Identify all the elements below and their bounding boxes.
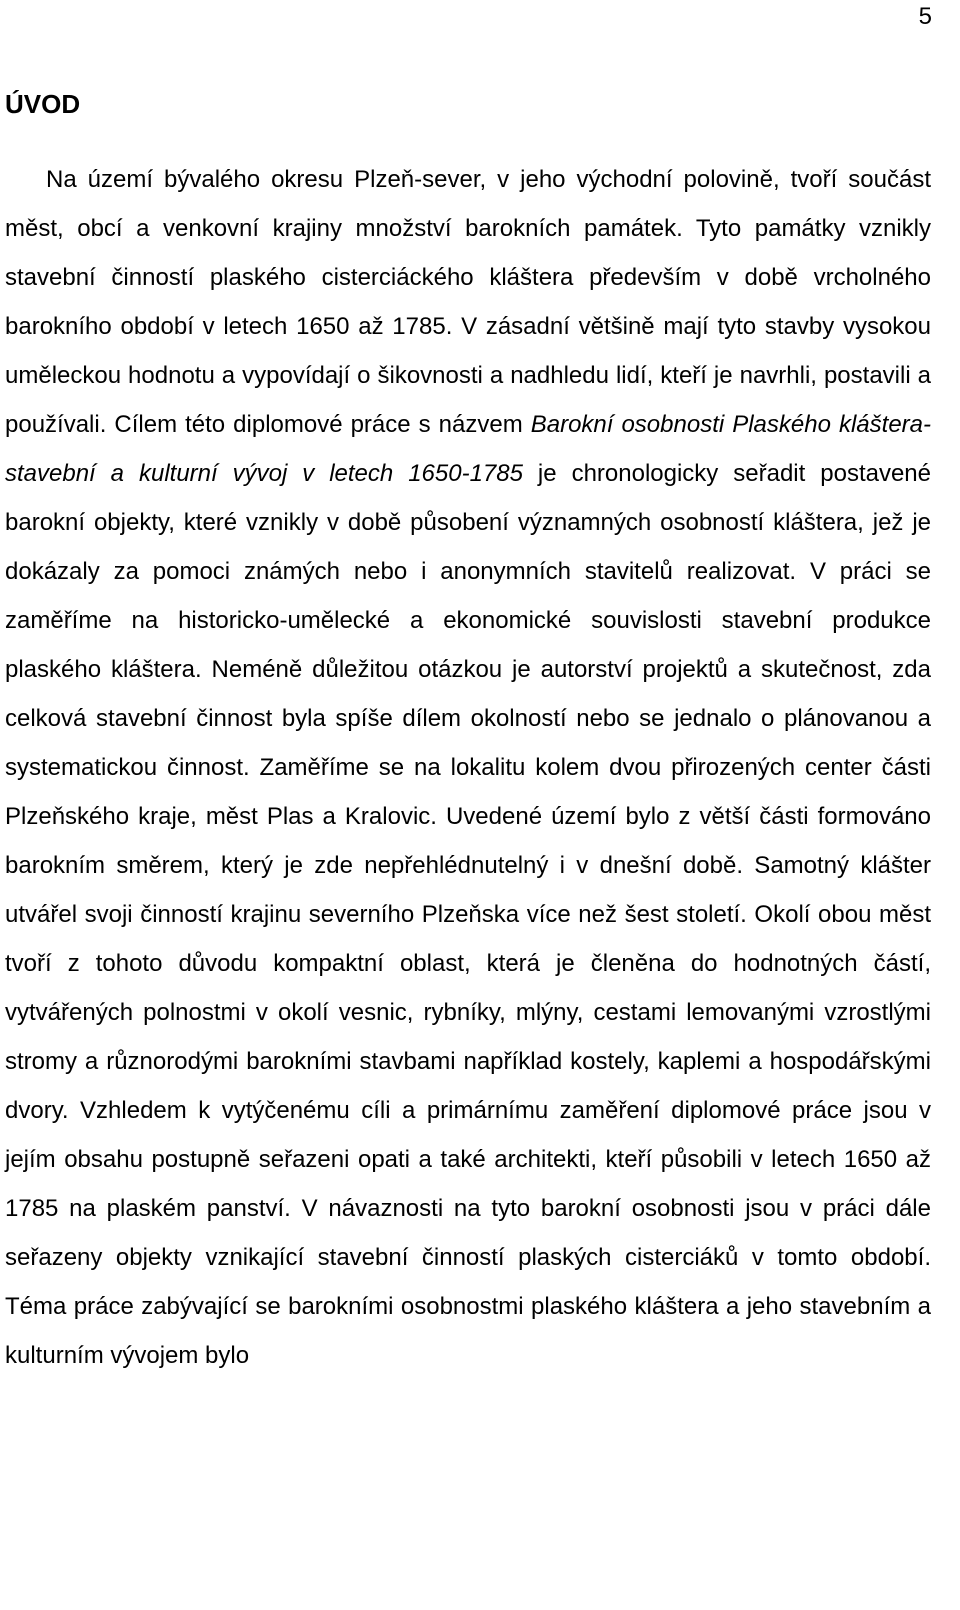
paragraph-text-part2: je chronologicky seřadit postavené barokní objekty, které vznikly v době působení významných osobností kláštera, jež je dokázaly za pomoci známých nebo i anonymních stavitelů realizovat. V práci se zaměříme na historicko-umělecké a ekonomické souvislosti stavební produkce plaského kláštera. Neméně důležitou otázkou je autorství projektů a skutečnost, zda celková stavební činnost byla spíše dílem okolností nebo se jednalo o plánovanou a systematickou činnost. Zaměříme se na lokalitu kolem dvou přirozených center části Plzeňského kraje, měst Plas a Kralovic. Uvedené území bylo z větší části formováno barokním směrem, který je zde nepřehlédnutelný i v dnešní době. Samotný klášter utvářel svoji činností krajinu severního Plzeňska více než šest století. Okolí obou měst tvoří z tohoto důvodu kompaktní oblast, která je členěna do hodnotných částí, vytvářených polnostmi v okolí vesnic, rybníky, mlýny, cestami lemovanými vzrostlými stromy a různorodými barokními stavbami například kostely, kaplemi a hospodářskými dvory. Vzhledem k vytýčenému cíli a primárnímu zaměření diplomové práce jsou v jejím obsahu postupně seřazeni opati a také architekti, kteří působili v letech 1650 až 1785 na plaském panství. V návaznosti na tyto barokní osobnosti jsou v práci dále seřazeny objekty vznikající stavební činností plaských cisterciáků v tomto období. Téma práce zabývající se barokními osobnostmi plaského kláštera a jeho stavebním a kulturním vývojem bylo	[5, 460, 931, 1369]
paragraph-text-part1: Na území bývalého okresu Plzeň-sever, v jeho východní polovině, tvoří součást měst, obcí a venkovní krajiny množství barokních památek. Tyto památky vznikly stavební činností plaského cisterciáckého kláštera především v době vrcholného barokního období v letech 1650 až 1785. V zásadní většině mají tyto stavby vysokou uměleckou hodnotu a vypovídají o šikovnosti a nadhledu lidí, kteří je navrhli, postavili a používali. Cílem této diplomové práce s názvem	[5, 166, 931, 438]
thesis-title: Barokní osobnosti Plaského kláštera-stavební a kulturní vývoj v letech 1650-1785	[5, 411, 931, 487]
body-paragraph	[5, 155, 931, 1380]
page-number: 5	[918, 3, 932, 30]
section-heading: ÚVOD	[5, 89, 81, 119]
